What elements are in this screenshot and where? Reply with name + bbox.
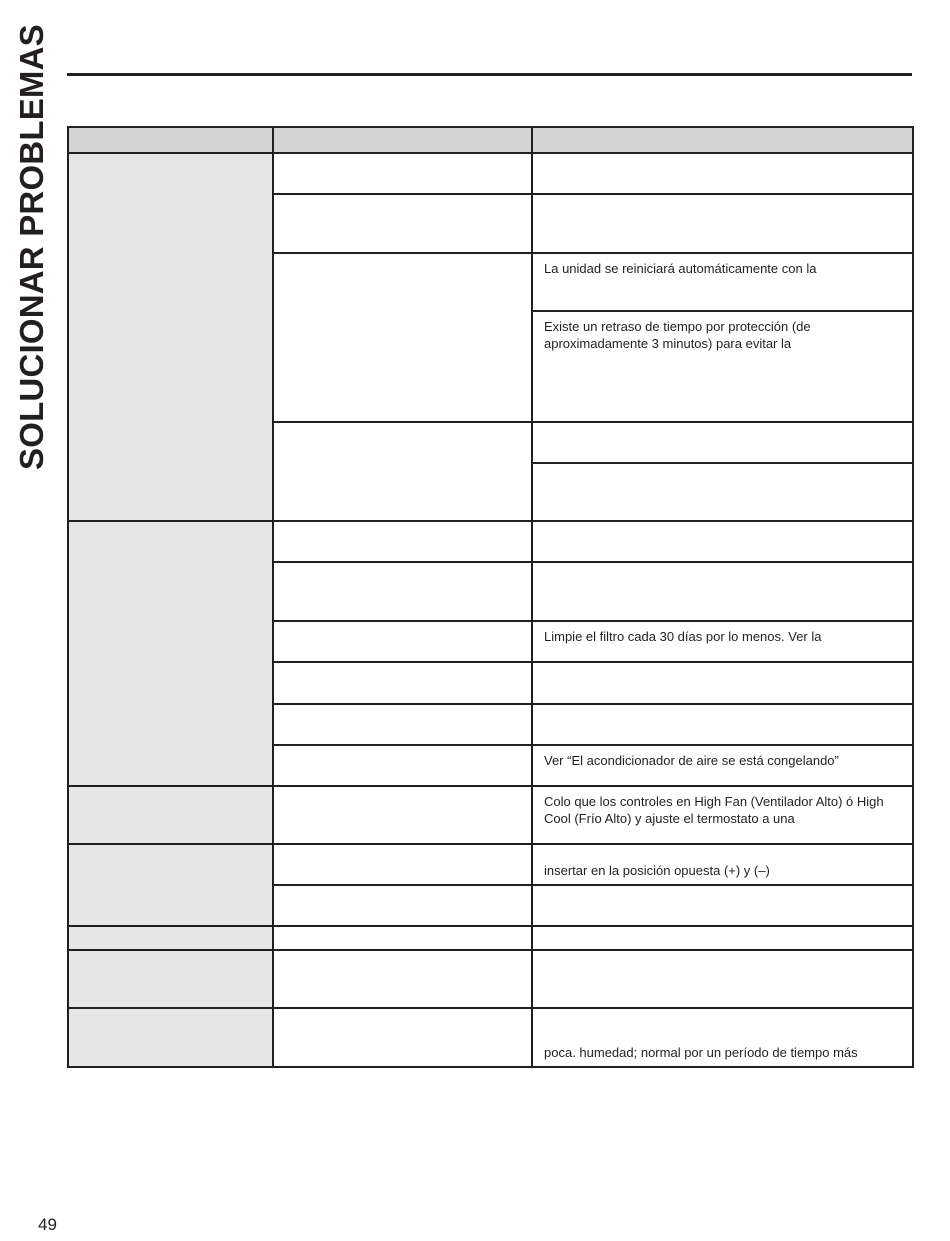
solution-cell: Existe un retraso de tiempo por protección (de aproximadamente 3 minutos) para evitar la xyxy=(532,311,913,422)
side-title: SOLUCIONAR PROBLEMAS xyxy=(13,24,50,470)
solution-cell xyxy=(532,704,913,745)
table-row xyxy=(68,926,913,950)
solution-cell xyxy=(532,950,913,1008)
solution-cell xyxy=(532,562,913,621)
cause-cell xyxy=(273,844,532,885)
solution-cell: insertar en la posición opuesta (+) y (–) xyxy=(532,844,913,885)
problem-cell xyxy=(68,521,273,786)
solution-cell xyxy=(532,926,913,950)
cause-cell xyxy=(273,153,532,194)
cause-cell xyxy=(273,950,532,1008)
cause-cell xyxy=(273,885,532,926)
troubleshooting-table xyxy=(67,126,914,1068)
cause-cell xyxy=(273,704,532,745)
problem-cell xyxy=(68,153,273,521)
cause-cell xyxy=(273,621,532,662)
header-solution xyxy=(532,127,913,153)
cause-cell xyxy=(273,194,532,253)
cause-cell xyxy=(273,422,532,521)
table-header-row xyxy=(68,127,913,153)
solution-cell: Colo que los controles en High Fan (Ventilador Alto) ó High Cool (Frío Alto) y ajuste el termostato a una xyxy=(532,786,913,844)
problem-cell xyxy=(68,950,273,1008)
header-problem xyxy=(68,127,273,153)
solution-cell: Limpie el filtro cada 30 días por lo menos. Ver la xyxy=(532,621,913,662)
cause-cell xyxy=(273,1008,532,1067)
solution-cell xyxy=(532,521,913,562)
table-row xyxy=(68,153,913,194)
table-row xyxy=(68,521,913,562)
problem-cell xyxy=(68,844,273,926)
solution-cell xyxy=(532,463,913,521)
cause-cell xyxy=(273,662,532,704)
problem-cell xyxy=(68,926,273,950)
cause-cell xyxy=(273,521,532,562)
problem-cell xyxy=(68,786,273,844)
solution-cell: Ver “El acondicionador de aire se está congelando” xyxy=(532,745,913,786)
problem-cell xyxy=(68,1008,273,1067)
page-number: 49 xyxy=(38,1215,57,1234)
table-row xyxy=(68,1008,913,1067)
solution-cell xyxy=(532,885,913,926)
cause-cell xyxy=(273,253,532,422)
header-causes xyxy=(273,127,532,153)
solution-cell xyxy=(532,153,913,194)
solution-cell xyxy=(532,194,913,253)
solution-cell: poca. humedad; normal por un período de tiempo más xyxy=(532,1008,913,1067)
solution-cell xyxy=(532,422,913,463)
cause-cell xyxy=(273,786,532,844)
top-rule xyxy=(67,73,912,76)
cause-cell xyxy=(273,745,532,786)
solution-cell xyxy=(532,662,913,704)
table-row xyxy=(68,950,913,1008)
solution-cell: La unidad se reiniciará automáticamente con la xyxy=(532,253,913,311)
cause-cell xyxy=(273,926,532,950)
cause-cell xyxy=(273,562,532,621)
table-row xyxy=(68,844,913,885)
table-row xyxy=(68,786,913,844)
